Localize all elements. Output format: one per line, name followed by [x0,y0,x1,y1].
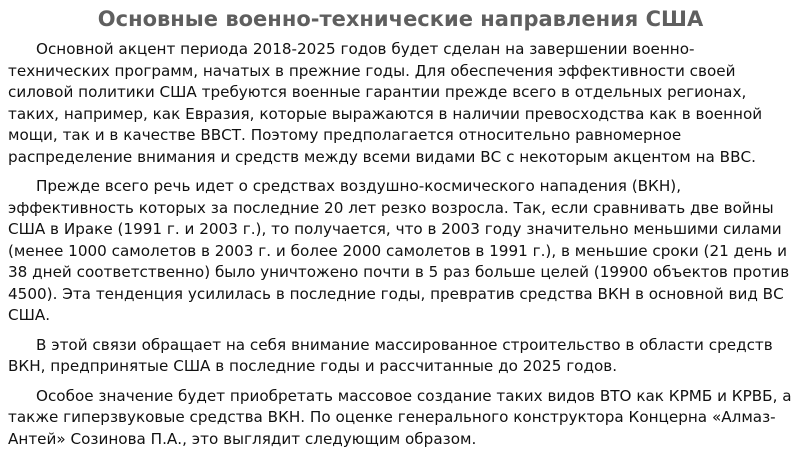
paragraph-aerospace-attack: Прежде всего речь идет о средствах воздушно-космического нападения (ВКН), эффективность которых за последние 20 лет резко возросла. Так, если сравнивать две войны США в Ираке (1991 г. и 2003 г.), то получается, что в 2003 году значительно меньшими силами (менее 1000 самолетов в 2003 г. и более 2000 самолетов в 1991 г.), в меньшие сроки (21 день и 38 дней соответственно) было уничтожено почти в 5 раз больше целей (19900 объектов против 4500). Эта тенденция усилилась в последние годы, превратив средства ВКН в основной вид ВС США. [8,176,793,327]
paragraph-main-focus: Основной акцент периода 2018-2025 годов будет сделан на завершении военно-технических программ, начатых в прежние годы. Для обеспечения эффективности своей силовой политики США требуются военные гарантии прежде всего в отдельных регионах, таких, например, как Евразия, которые выражаются в наличии превосходства как в военной мощи, так и в качестве ВВСТ. Поэтому предполагается относительно равномерное распределение внимания и средств между всеми видами ВС с некоторым акцентом на ВВС. [8,39,793,168]
paragraph-special-importance: Особое значение будет приобретать массовое создание таких видов ВТО как КРМБ и КРВБ, а также гиперзвуковые средства ВКН. По оценке генерального конструктора Концерна «Алмаз-Антей» Созинова П.А., это выглядит следующим образом. [8,386,793,450]
document-title: Основные военно-технические направления США [8,6,793,32]
paragraph-construction: В этой связи обращает на себя внимание массированное строительство в области средств ВКН, предпринятые США в последние годы и рассчитанные до 2025 годов. [8,335,793,378]
